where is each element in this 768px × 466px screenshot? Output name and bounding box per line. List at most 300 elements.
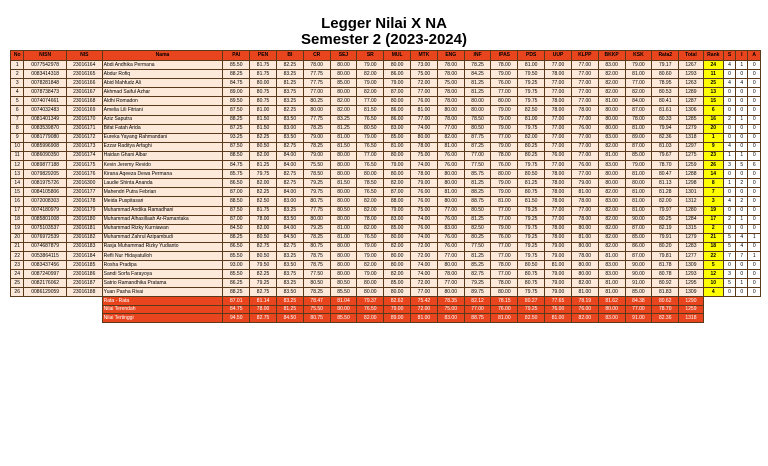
table-cell-nisn: 0087240997: [24, 270, 66, 279]
table-cell-s: 0: [723, 106, 735, 115]
table-cell-uup: 79.00: [545, 251, 572, 260]
table-cell-rank: 17: [703, 215, 723, 224]
table-cell-rank: 16: [703, 115, 723, 124]
table-cell-ksk: 87.00: [625, 224, 652, 233]
table-cell-ksk: 81.00: [625, 170, 652, 179]
table-cell-nama: Haidan Ghani Albar: [102, 151, 223, 160]
summary-value: 77.65: [545, 297, 572, 306]
summary-value: 94.50: [223, 314, 250, 323]
table-cell-no: 21: [11, 242, 24, 251]
table-cell-nisn: 0072008303: [24, 197, 66, 206]
table-cell-i: 7: [736, 251, 748, 260]
table-row: [11, 251, 761, 260]
table-cell-sej: 80.00: [330, 270, 357, 279]
table-cell-nis: 23016175: [66, 161, 102, 170]
table-cell-nisn: 0074032483: [24, 106, 66, 115]
table-cell-klpp: 80.00: [571, 224, 598, 233]
column-header-pds: PDS: [518, 51, 545, 61]
table-cell-pai: 93.25: [223, 133, 250, 142]
table-cell-s: 0: [723, 206, 735, 215]
table-cell-mtk: 76.00: [411, 97, 438, 106]
table-cell-uup: 77.00: [545, 161, 572, 170]
table-cell-s: 4: [723, 79, 735, 88]
table-cell-sr: 82.00: [357, 88, 384, 97]
table-cell-mtk: 74.00: [411, 261, 438, 270]
table-cell-sr: 81.50: [357, 106, 384, 115]
table-cell-rata2: 80.53: [652, 88, 679, 97]
table-cell-uup: 78.00: [545, 233, 572, 242]
table-cell-inf: 82.50: [464, 224, 491, 233]
table-row: [11, 151, 761, 160]
table-cell-uup: 78.00: [545, 106, 572, 115]
table-cell-rata2: 78.70: [652, 161, 679, 170]
table-cell-a: 0: [748, 133, 761, 142]
table-cell-bkkp: 82.00: [598, 233, 625, 242]
table-cell-i: 0: [736, 188, 748, 197]
table-cell-total: 1259: [679, 161, 704, 170]
table-cell-ipas: 81.00: [491, 197, 518, 206]
table-cell-nis: 23016181: [66, 224, 102, 233]
table-cell-a: 1: [748, 233, 761, 242]
table-cell-total: 1288: [679, 170, 704, 179]
table-cell-s: 2: [723, 215, 735, 224]
column-header-pen: PEN: [250, 51, 277, 61]
column-header-bi: BI: [276, 51, 303, 61]
table-cell-bkkp: 80.00: [598, 115, 625, 124]
table-cell-i: 1: [736, 61, 748, 70]
table-cell-total: 1306: [679, 106, 704, 115]
table-cell-klpp: 80.00: [571, 261, 598, 270]
summary-value: 80.00: [598, 305, 625, 314]
table-cell-a: 0: [748, 97, 761, 106]
table-cell-ksk: 91.00: [625, 279, 652, 288]
table-cell-a: 0: [748, 206, 761, 215]
table-cell-total: 1275: [679, 151, 704, 160]
table-cell-pds: 80.25: [518, 151, 545, 160]
table-row: [11, 233, 761, 242]
summary-spacer: [703, 314, 760, 323]
table-cell-rank: 15: [703, 97, 723, 106]
table-cell-ksk: 81.00: [625, 188, 652, 197]
table-cell-cr: 78.25: [303, 124, 330, 133]
table-cell-rank: 22: [703, 251, 723, 260]
table-cell-pds: 79.50: [518, 70, 545, 79]
table-cell-i: 0: [736, 170, 748, 179]
table-cell-ksk: 90.00: [625, 215, 652, 224]
column-header-mul: MUL: [384, 51, 411, 61]
table-cell-inf: 85.75: [464, 170, 491, 179]
table-cell-pen: 78.00: [250, 215, 277, 224]
table-cell-mtk: 81.00: [411, 106, 438, 115]
table-cell-mul: 85.00: [384, 133, 411, 142]
table-cell-uup: 77.00: [545, 215, 572, 224]
table-cell-nama: Laudie Shinta Ananda: [102, 179, 223, 188]
table-cell-bi: 83.50: [276, 288, 303, 297]
table-cell-sej: 80.00: [330, 70, 357, 79]
page-title: Legger Nilai X NA: [321, 15, 447, 32]
table-cell-ipas: 77.00: [491, 88, 518, 97]
table-cell-pai: 88.25: [223, 115, 250, 124]
table-cell-s: 4: [723, 197, 735, 206]
table-cell-mul: 80.00: [384, 61, 411, 70]
table-cell-nisn: 0077542978: [24, 61, 66, 70]
table-row: [11, 70, 761, 79]
table-cell-ksk: 81.00: [625, 124, 652, 133]
table-cell-rank: 11: [703, 70, 723, 79]
table-cell-s: 5: [723, 233, 735, 242]
table-cell-i: 0: [736, 224, 748, 233]
table-cell-klpp: 76.00: [571, 161, 598, 170]
table-cell-sej: 81.50: [330, 142, 357, 151]
table-cell-nisn: 0078281848: [24, 79, 66, 88]
summary-value: 77.00: [625, 305, 652, 314]
table-cell-ipas: 80.00: [491, 170, 518, 179]
table-cell-nisn: 0083539870: [24, 124, 66, 133]
table-cell-sej: 80.00: [330, 197, 357, 206]
table-cell-mul: 81.00: [384, 142, 411, 151]
table-cell-cr: 77.75: [303, 70, 330, 79]
table-cell-bi: 83.50: [276, 115, 303, 124]
table-cell-cr: 80.25: [303, 97, 330, 106]
summary-value: 89.00: [384, 314, 411, 323]
table-cell-nis: 23016172: [66, 133, 102, 142]
table-cell-nis: 23016167: [66, 88, 102, 97]
table-cell-rata2: 79.97: [652, 206, 679, 215]
table-cell-mul: 79.00: [384, 206, 411, 215]
summary-value: 81.00: [545, 314, 572, 323]
table-cell-nama: Abdur Rofiq: [102, 70, 223, 79]
table-cell-mul: 80.00: [384, 170, 411, 179]
table-cell-sr: 77.00: [357, 97, 384, 106]
table-cell-ipas: 79.00: [491, 115, 518, 124]
table-cell-s: 5: [723, 242, 735, 251]
column-header-pai: PAI: [223, 51, 250, 61]
table-cell-inf: 78.25: [464, 61, 491, 70]
table-row: [11, 224, 761, 233]
table-cell-nis: 23016174: [66, 151, 102, 160]
table-cell-eng: 78.00: [437, 61, 464, 70]
table-cell-nama: Aziz Saputra: [102, 115, 223, 124]
table-cell-ipas: 79.00: [491, 179, 518, 188]
table-cell-nisn: 0081779080: [24, 133, 66, 142]
table-cell-sej: 80.00: [330, 151, 357, 160]
table-cell-klpp: 77.00: [571, 88, 598, 97]
table-cell-nis: 23016184: [66, 251, 102, 260]
summary-value: 80.75: [303, 314, 330, 323]
table-cell-nama: Muhammad Rizky Kurniawan: [102, 224, 223, 233]
table-cell-nama: Meida Puspitasari: [102, 197, 223, 206]
summary-value: 82.12: [464, 297, 491, 306]
table-cell-no: 14: [11, 179, 24, 188]
table-cell-klpp: 78.00: [571, 197, 598, 206]
table-cell-pds: 80.75: [518, 188, 545, 197]
table-cell-eng: 81.00: [437, 142, 464, 151]
table-cell-mtk: 77.00: [411, 88, 438, 97]
table-cell-rank: 9: [703, 142, 723, 151]
table-cell-nisn: 0081401349: [24, 115, 66, 124]
table-cell-pds: 81.25: [518, 179, 545, 188]
table-cell-inf: 81.25: [464, 79, 491, 88]
table-cell-nis: 23016300: [66, 179, 102, 188]
table-cell-nisn: 0081975726: [24, 179, 66, 188]
table-cell-ipas: 78.00: [491, 151, 518, 160]
table-cell-s: 1: [723, 179, 735, 188]
table-cell-inf: 84.25: [464, 70, 491, 79]
table-cell-pai: 84.50: [223, 224, 250, 233]
summary-value: 83.25: [276, 297, 303, 306]
table-cell-eng: 76.00: [437, 151, 464, 160]
table-cell-a: 0: [748, 197, 761, 206]
table-row: [11, 97, 761, 106]
table-cell-s: 0: [723, 170, 735, 179]
table-cell-bkkp: 80.00: [598, 179, 625, 188]
table-cell-mul: 79.00: [384, 161, 411, 170]
summary-value: 75.42: [411, 297, 438, 306]
table-cell-bkkp: 82.00: [598, 70, 625, 79]
table-cell-sr: 80.00: [357, 288, 384, 297]
table-cell-mul: 80.00: [384, 233, 411, 242]
table-cell-nis: 23016188: [66, 288, 102, 297]
summary-value: 77.00: [464, 305, 491, 314]
table-cell-a: 0: [748, 179, 761, 188]
table-cell-a: 0: [748, 270, 761, 279]
table-cell-klpp: 80.00: [571, 242, 598, 251]
table-row: [11, 215, 761, 224]
table-cell-rank: 10: [703, 279, 723, 288]
table-cell-pai: 87.00: [223, 215, 250, 224]
table-cell-ksk: 85.00: [625, 288, 652, 297]
table-cell-s: 0: [723, 70, 735, 79]
table-cell-eng: 75.00: [437, 79, 464, 88]
table-cell-eng: 80.00: [437, 197, 464, 206]
table-cell-pai: 89.50: [223, 97, 250, 106]
summary-value: 78.35: [437, 297, 464, 306]
table-cell-nis: 23016166: [66, 79, 102, 88]
table-cell-uup: 78.00: [545, 179, 572, 188]
table-cell-total: 1297: [679, 142, 704, 151]
table-cell-sej: 83.25: [330, 115, 357, 124]
table-cell-nisn: 0082176062: [24, 279, 66, 288]
table-cell-i: 4: [736, 242, 748, 251]
table-row: [11, 79, 761, 88]
table-cell-sr: 80.00: [357, 170, 384, 179]
table-cell-ksk: 82.00: [625, 88, 652, 97]
table-cell-ipas: 79.00: [491, 188, 518, 197]
table-cell-no: 19: [11, 224, 24, 233]
table-cell-rank: 26: [703, 161, 723, 170]
table-cell-inf: 78.50: [464, 115, 491, 124]
table-cell-nisn: 0085996908: [24, 142, 66, 151]
table-cell-pen: 80.75: [250, 88, 277, 97]
table-cell-bkkp: 80.00: [598, 170, 625, 179]
table-cell-ipas: 77.00: [491, 242, 518, 251]
table-cell-nama: Akhmad Saiful Azhar: [102, 88, 223, 97]
table-cell-total: 1279: [679, 233, 704, 242]
table-cell-inf: 77.00: [464, 151, 491, 160]
table-cell-rata2: 81.28: [652, 188, 679, 197]
table-cell-inf: 80.00: [464, 106, 491, 115]
summary-spacer: [11, 297, 103, 306]
table-cell-rata2: 80.20: [652, 242, 679, 251]
table-cell-rata2: 80.25: [652, 215, 679, 224]
summary-value: 78.19: [571, 297, 598, 306]
table-cell-bi: 83.75: [276, 270, 303, 279]
table-row: [11, 206, 761, 215]
table-cell-total: 1309: [679, 261, 704, 270]
table-cell-bi: 83.25: [276, 279, 303, 288]
table-cell-sr: 76.50: [357, 142, 384, 151]
summary-value: 82.75: [250, 314, 277, 323]
table-cell-uup: 78.00: [545, 197, 572, 206]
table-cell-total: 1284: [679, 215, 704, 224]
table-cell-cr: 80.00: [303, 215, 330, 224]
table-cell-sr: 80.00: [357, 279, 384, 288]
table-cell-inf: 81.25: [464, 215, 491, 224]
table-cell-pds: 80.25: [518, 142, 545, 151]
table-cell-pen: 82.25: [250, 270, 277, 279]
table-cell-klpp: 80.00: [571, 270, 598, 279]
summary-value: 84.38: [625, 297, 652, 306]
table-cell-uup: 77.00: [545, 142, 572, 151]
table-cell-bi: 82.75: [276, 242, 303, 251]
table-cell-pds: 80.50: [518, 261, 545, 270]
table-cell-pen: 81.50: [250, 124, 277, 133]
table-cell-sej: 80.00: [330, 261, 357, 270]
table-cell-sr: 82.00: [357, 206, 384, 215]
table-cell-mtk: 77.00: [411, 115, 438, 124]
table-cell-s: 0: [723, 224, 735, 233]
table-cell-rank: 1: [703, 133, 723, 142]
table-cell-nisn: 0086090350: [24, 151, 66, 160]
table-cell-uup: 78.00: [545, 224, 572, 233]
table-cell-ksk: 89.00: [625, 133, 652, 142]
table-cell-rata2: 79.81: [652, 251, 679, 260]
table-cell-ksk: 90.00: [625, 270, 652, 279]
table-cell-no: 26: [11, 288, 24, 297]
table-cell-mul: 80.00: [384, 288, 411, 297]
table-cell-mtk: 74.00: [411, 124, 438, 133]
table-cell-pen: 81.75: [250, 206, 277, 215]
table-cell-rata2: 81.03: [652, 142, 679, 151]
table-cell-pai: 88.50: [223, 197, 250, 206]
table-cell-pai: 87.50: [223, 206, 250, 215]
table-cell-ipas: 80.00: [491, 288, 518, 297]
table-cell-pen: 80.75: [250, 97, 277, 106]
table-cell-pds: 82.50: [518, 106, 545, 115]
table-cell-rata2: 82.36: [652, 133, 679, 142]
table-cell-nama: Sandi Sorfa Farayoya: [102, 270, 223, 279]
table-cell-a: 0: [748, 242, 761, 251]
column-header-a: A: [748, 51, 761, 61]
table-cell-mtk: 72.00: [411, 251, 438, 260]
table-cell-rata2: 80.47: [652, 170, 679, 179]
summary-value: 78.00: [250, 305, 277, 314]
table-cell-total: 1285: [679, 115, 704, 124]
summary-value: 81.00: [491, 314, 518, 323]
summary-value: 81.62: [598, 297, 625, 306]
table-cell-uup: 79.00: [545, 270, 572, 279]
column-header-nisn: NISN: [24, 51, 66, 61]
table-cell-rank: 13: [703, 88, 723, 97]
table-cell-total: 1315: [679, 224, 704, 233]
table-cell-mtk: 72.00: [411, 79, 438, 88]
column-header-uup: UUP: [545, 51, 572, 61]
table-cell-s: 0: [723, 97, 735, 106]
table-cell-i: 4: [736, 233, 748, 242]
table-cell-mul: 83.00: [384, 124, 411, 133]
table-cell-bi: 83.00: [276, 197, 303, 206]
table-cell-s: 4: [723, 142, 735, 151]
table-cell-sej: 80.00: [330, 88, 357, 97]
summary-value: 82.00: [571, 314, 598, 323]
table-cell-pds: 80.75: [518, 270, 545, 279]
table-cell-total: 1318: [679, 133, 704, 142]
table-cell-ipas: 77.00: [491, 215, 518, 224]
table-cell-bi: 82.25: [276, 106, 303, 115]
table-cell-ipas: 78.00: [491, 61, 518, 70]
table-cell-total: 1280: [679, 206, 704, 215]
table-cell-uup: 79.00: [545, 242, 572, 251]
table-cell-nis: 23016185: [66, 261, 102, 270]
table-cell-sr: 77.00: [357, 151, 384, 160]
table-cell-pen: 80.50: [250, 251, 277, 260]
table-cell-inf: 80.50: [464, 206, 491, 215]
table-cell-cr: 79.25: [303, 179, 330, 188]
table-cell-inf: 88.25: [464, 188, 491, 197]
table-cell-cr: 75.50: [303, 161, 330, 170]
table-cell-nisn: 0074687879: [24, 242, 66, 251]
table-cell-pai: 85.75: [223, 170, 250, 179]
table-cell-sej: 81.00: [330, 133, 357, 142]
summary-row: [11, 305, 761, 314]
table-cell-uup: 79.00: [545, 279, 572, 288]
table-cell-nama: Refli Nur Hidayatulloh: [102, 251, 223, 260]
table-cell-uup: 77.00: [545, 115, 572, 124]
table-cell-ksk: 87.00: [625, 106, 652, 115]
table-cell-pai: 84.75: [223, 161, 250, 170]
table-cell-mtk: 75.00: [411, 151, 438, 160]
table-cell-ksk: 85.00: [625, 233, 652, 242]
table-cell-mtk: 79.00: [411, 179, 438, 188]
table-row: [11, 106, 761, 115]
table-cell-ipas: 77.00: [491, 206, 518, 215]
summary-value: 80.62: [652, 297, 679, 306]
table-cell-bi: 83.25: [276, 70, 303, 79]
table-cell-pds: 79.75: [518, 224, 545, 233]
table-cell-eng: 78.00: [437, 97, 464, 106]
summary-value: 1290: [679, 297, 704, 306]
table-cell-klpp: 77.00: [571, 206, 598, 215]
table-cell-uup: 78.00: [545, 97, 572, 106]
table-cell-nisn: 0079829205: [24, 170, 66, 179]
table-cell-bi: 81.25: [276, 79, 303, 88]
table-cell-nama: Muhammad Zahrul Azipambudi: [102, 233, 223, 242]
table-cell-i: 0: [736, 270, 748, 279]
table-cell-bi: 84.00: [276, 151, 303, 160]
table-cell-ksk: 79.00: [625, 161, 652, 170]
table-cell-inf: 80.00: [464, 97, 491, 106]
table-cell-rata2: 79.94: [652, 124, 679, 133]
table-cell-bi: 84.00: [276, 224, 303, 233]
table-cell-s: 2: [723, 115, 735, 124]
table-cell-rata2: 80.92: [652, 279, 679, 288]
table-cell-bkkp: 82.00: [598, 242, 625, 251]
table-cell-pds: 79.25: [518, 233, 545, 242]
table-cell-pds: 81.50: [518, 197, 545, 206]
table-cell-mul: 86.00: [384, 70, 411, 79]
table-cell-pds: 79.25: [518, 79, 545, 88]
table-cell-bkkp: 83.00: [598, 161, 625, 170]
